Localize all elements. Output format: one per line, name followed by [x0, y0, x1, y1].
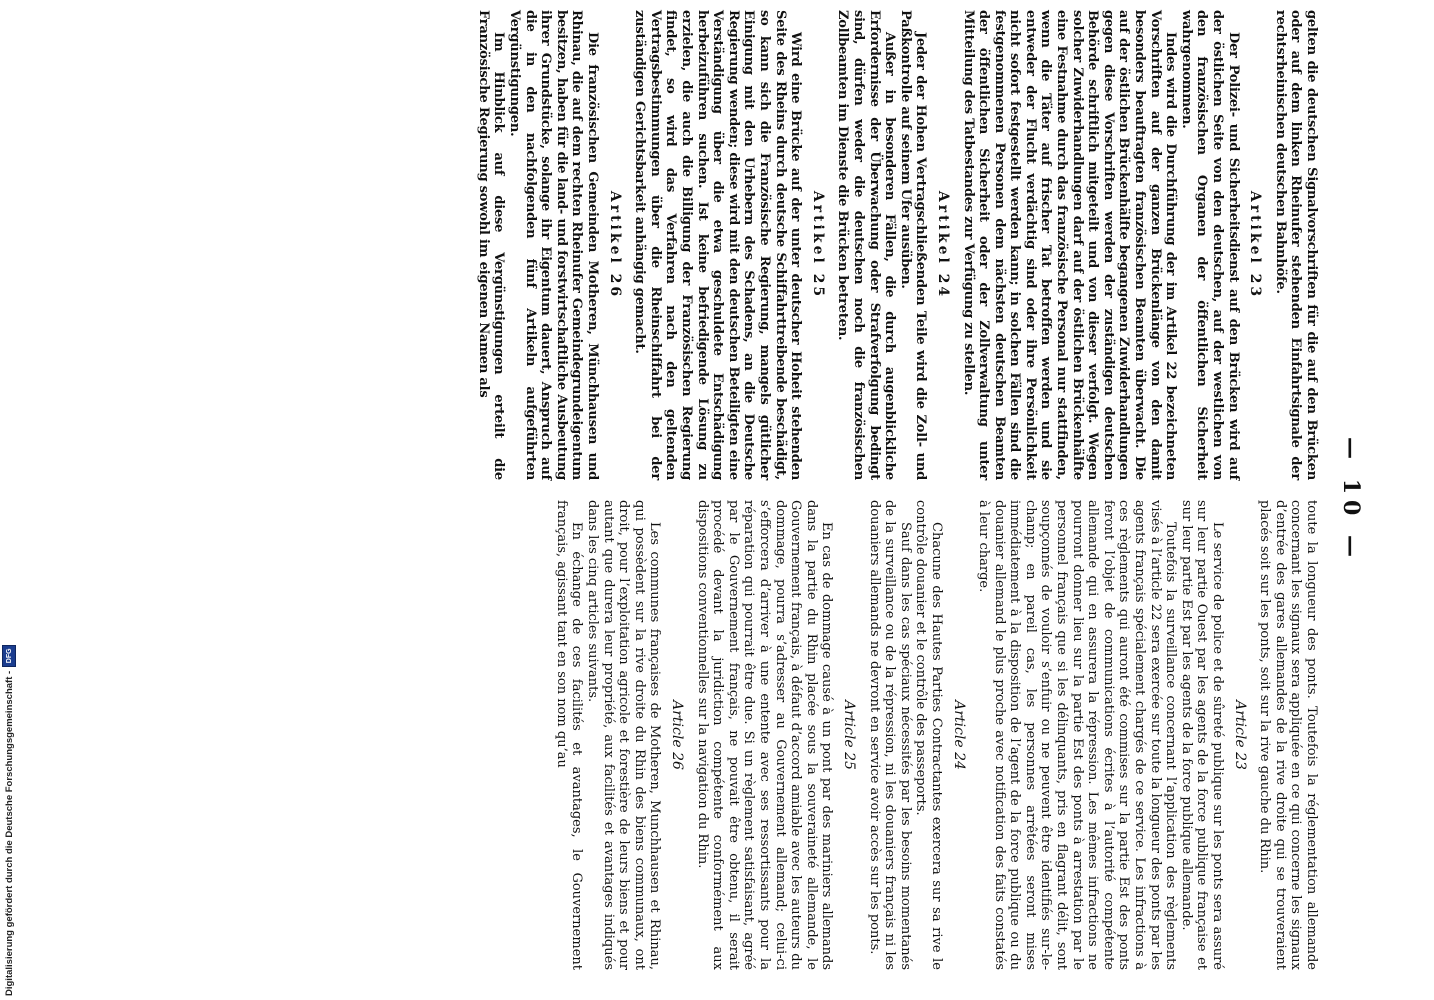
- german-article-24-paragraph-1: Jeder der Hohen Vertragschließenden Teile wird die Zoll- und Paßkontrolle auf seinem Ufer ausüben.: [897, 10, 929, 480]
- french-article-26-paragraph-2: En échange de ces facilités et avantages, le Gouvernement français, agissant tant en son nom qu’au: [553, 500, 585, 970]
- credit-text: Digitalisierung gefördert durch die Deutsche Forschungsgemeinschaft -: [3, 670, 15, 996]
- page-number: — 10 —: [1338, 437, 1364, 563]
- german-article-26-heading: Artikel 26: [606, 190, 623, 300]
- digitization-credit: [2, 576, 16, 996]
- german-article-24-paragraph-2: Außer in besonderen Fällen, die durch augenblickliche Erfordernisse der Überwachung oder Strafverfolgung bedingt sind, dürfen weder die deutschen noch die französischen Zollbeamten im Dienste die Brücken betreten.: [835, 10, 898, 480]
- french-article-24-paragraph-1: Chacune des Hautes Parties Contractantes exercera sur sa rive le contrôle douanier et le contrôle des passeports.: [913, 500, 944, 970]
- french-article-24-paragraph-2: Sauf dans les cas spéciaux nécessités par les besoins momentanés de la surveillance ou de la répression, ni les douaniers français ni les douaniers allemands ne devront en service avoir accès sur les ponts.: [866, 500, 913, 970]
- french-article-26-heading: Article 26: [669, 700, 686, 770]
- french-article-23-paragraph-2: Toutefois la surveillance concernant l’application des règlements visés à l’article 22 sera exercée sur toute la longueur des ponts par les agents français spécialement chargés de ce service. Les infractions à ces règlements qui auront été commises sur la partie Est des ponts feront l’objet de communications écrites à l’autorité compétente allemande qui en assurera la répression. Les mêmes infractions ne pourront donner lieu sur la partie Est des ponts à arrestation par le personnel français que si les délinquants, pris en flagrant délit, sont soupçonnés de vouloir s’enfuir ou ne peuvent être identifiés sur-le-champ; en pareil cas, les personnes arrêtées seront mises immédiatement à la disposition de l’agent de la force publique ou du douanier allemand le plus proche avec notification des faits constatés à leur charge.: [976, 500, 1179, 970]
- german-article-24-heading: Artikel 24: [934, 190, 951, 300]
- german-intro-paragraph: gelten die deutschen Signalvorschriften für die auf den Brücken oder auf dem linken Rheinufer stehenden Einfahrtsignale der rechtsrheinischen deutschen Bahnhöfe.: [1272, 10, 1319, 480]
- german-article-25-paragraph-1: Wird eine Brücke auf der unter deutscher Hoheit stehenden Seite des Rheins durch deutsche Schiffahrttreibende beschädigt, so kann sich die Französische Regierung, mangels gütlicher Einigung mit den Urhebern des Schadens, an die Deutsche Regierung wenden; diese wird mit den deutschen Beteiligten eine Verständigung über die etwa geschuldete Entschädigung herbeizuführen suchen. Ist keine befriedigende Lösung zu erzielen, die auch die Billigung der Französischen Regierung findet, so wird das Verfahren nach den geltenden Vertragsbestimmungen über die Rheinschiffahrt bei der zuständigen Gerichtsbarkeit anhängig gemacht.: [632, 10, 804, 480]
- german-article-26-paragraph-2: Im Hinblick auf diese Vergünstigungen erteilt die Französische Regierung sowohl im eigenen Namen als: [475, 10, 507, 480]
- french-article-25-paragraph-1: En cas de dommage causé à un pont par des mariniers allemands dans la partie du Rhin placée sous la souveraineté allemande, le Gouvernement français, à défaut d’accord amiable avec les auteurs du dommage, pourra s’adresser au Gouvernement allemand; celui-ci s’efforcera d’arriver à une entente avec ses ressortissants pour la réparation qui pourrait être due. Si un règlement satisfaisant, agréé par le Gouvernement français, ne pouvait être obtenu, il serait procédé devant la juridiction compétente conformément aux dispositions conventionnelles sur la navigation du Rhin.: [694, 500, 835, 970]
- german-article-26-paragraph-1: Die französischen Gemeinden Motheren, Münchhausen und Rhinau, die auf dem rechten Rheinufer Gemeindegrundeigentum besitzen, haben für die land- und forstwirtschaftliche Ausbeutung ihrer Grundstücke, solange ihr Eigentum dauert, Anspruch auf die in den nachfolgenden fünf Artikeln aufgeführten Vergünstigungen.: [507, 10, 601, 480]
- french-article-24-heading: Article 24: [950, 700, 967, 770]
- german-article-23-paragraph-1: Der Polizei- und Sicherheitsdienst auf den Brücken wird auf der östlichen Seite von den deutschen, auf der westlichen von den französischen Organen der öffentlichen Sicherheit wahrgenommen.: [1178, 10, 1241, 480]
- german-article-23-paragraph-2: Indes wird die Durchführung der im Artikel 22 bezeichneten Vorschriften auf der ganzen Brückenlänge von den damit besonders beauftragten französischen Beamten überwacht. Die auf der östlichen Brückenhälfte begangenen Zuwiderhandlungen gegen diese Vorschriften werden der zuständigen deutschen Behörde schriftlich mitgeteilt und von dieser verfolgt. Wegen solcher Zuwiderhandlungen darf auf der östlichen Brückenhälfte eine Festnahme durch das französische Personal nur stattfinden, wenn die Täter auf frischer Tat betroffen werden und sie entweder der Flucht verdächtig sind oder ihre Persönlichkeit nicht sofort festgestellt werden kann; in solchen Fällen sind die festgenommenen Personen dem nächsten deutschen Beamten der öffentlichen Sicherheit oder der Zollverwaltung unter Mitteilung des Tatbestandes zur Verfügung zu stellen.: [960, 10, 1179, 480]
- french-article-26-paragraph-1: Les communes françaises de Motheren, Munchhausen et Rhinau, qui possèdent sur la rive droite du Rhin des biens communaux, ont droit, pour l’exploitation agricole et forestière de leurs biens et pour autant que durera leur propriété, aux facilités et avantages indiqués dans les cinq articles suivants.: [585, 500, 663, 970]
- french-column: [553, 500, 1319, 970]
- dfg-logo: DFG: [2, 645, 16, 667]
- german-article-25-heading: Artikel 25: [809, 190, 826, 300]
- french-article-23-heading: Article 23: [1231, 700, 1248, 770]
- french-article-23-paragraph-1: Le service de police et de sûreté publique sur les ponts sera assuré sur leur partie Ouest par les agents de la force publique française et sur leur partie Est par les agents de la force publique allemande.: [1178, 500, 1226, 970]
- french-intro-paragraph: toute la longueur des ponts. Toutefois la réglementation allemande concernant les signaux sera appliquée en ce qui concerne les signaux d’entrée des gares allemandes de la rive droite qui se trouveraient placés soit sur les ponts, soit sur la rive gauche du Rhin.: [1257, 500, 1319, 970]
- french-article-25-heading: Article 25: [840, 700, 857, 770]
- german-column: [475, 10, 1319, 480]
- german-article-23-heading: Artikel 23: [1247, 190, 1264, 300]
